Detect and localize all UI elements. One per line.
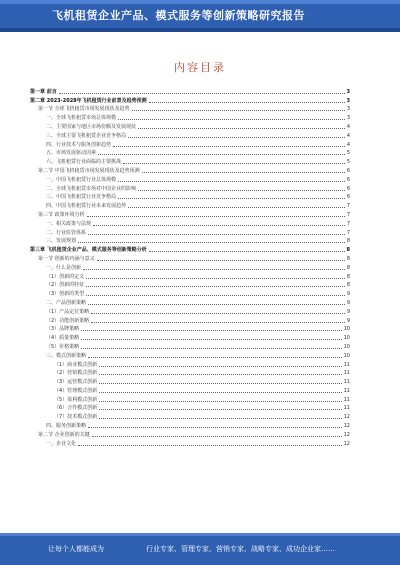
toc-entry-label: （3）创新的类型 [46,291,85,298]
toc-entry-page: 8 [346,238,350,245]
toc-leader-dots [97,260,345,261]
toc-entry-page: 12 [343,431,350,438]
toc-entry[interactable] [30,183,350,192]
toc-entry-label: （1）商业模式创新 [54,361,98,368]
toc-leader-dots [87,216,345,217]
toc-entry[interactable] [30,376,350,385]
toc-entry[interactable] [30,236,350,245]
toc-leader-dots [118,198,345,199]
toc-entry[interactable] [30,262,350,271]
toc-entry-label: （6）合作模式创新 [54,405,98,412]
report-title: 飞机租赁企业产品、模式服务等创新策略研究报告 [52,9,305,22]
toc-leader-dots [78,445,342,446]
toc-leader-dots [88,357,342,358]
toc-entry-page: 11 [343,361,350,368]
toc-entry-page: 9 [346,317,350,324]
toc-entry[interactable] [30,200,350,209]
toc-entry-label: 一、相关政策与法规 [46,220,92,227]
toc-entry-label: 二、行业监管体系 [46,229,87,236]
toc-entry[interactable] [30,156,350,165]
toc-leader-dots [99,418,341,419]
toc-entry[interactable] [30,95,350,104]
toc-entry[interactable] [30,139,350,148]
toc-entry-label: 二、产品创新策略 [46,299,87,306]
toc-entry[interactable] [30,359,350,368]
toc-entry-label: 二、主要国家与地区市场份额及发展现状 [46,123,137,130]
toc-leader-dots [86,278,345,279]
toc-entry[interactable] [30,253,350,262]
toc-entry[interactable] [30,411,350,420]
toc-entry-page: 5 [346,150,350,157]
toc-entry-label: （3）运营模式创新 [54,379,98,386]
toc-entry-page: 5 [346,159,350,166]
toc-entry-label: 一、中国飞机租赁行业总体规模 [46,176,117,183]
toc-leader-dots [93,225,345,226]
toc-entry-page: 8 [346,264,350,271]
toc-entry-label: 第二节 中国飞机租赁市场发展现状及趋势预测 [38,167,140,174]
toc-leader-dots [99,366,341,367]
toc-entry[interactable] [30,350,350,359]
toc-entry[interactable] [30,297,350,306]
toc-entry-page: 11 [343,379,350,386]
toc-entry-label: 四、服务创新策略 [46,423,87,430]
toc-entry-page: 8 [346,255,350,262]
toc-entry-page: 8 [346,273,350,280]
toc-entry-page: 3 [346,88,350,95]
toc-entry-label: 四、行业技术与服务创新趋势 [46,141,112,148]
toc-leader-dots [98,154,345,155]
toc-entry-label: （5）价格策略 [46,343,80,350]
toc-entry-label: 第二章 2023-2028年飞机租赁行业前景及趋势预测 [30,97,147,104]
toc-entry-page: 7 [346,203,350,210]
toc-entry[interactable] [30,174,350,183]
toc-entry-page: 10 [343,326,350,333]
toc-leader-dots [86,295,345,296]
toc-entry-label: 第一章 前言 [30,88,57,95]
toc-entry-page: 10 [343,343,350,350]
toc-leader-dots [99,383,341,384]
toc-entry-page: 11 [343,387,350,394]
toc-entry-label: 三、中国飞机租赁行业竞争格局 [46,194,117,201]
toc-leader-dots [99,392,341,393]
toc-entry-page: 3 [346,115,350,122]
toc-entry[interactable] [30,394,350,403]
footer-slogan-right: 行业专家、管理专家、营销专家、战略专家、成功企业家…… [146,545,335,553]
header-banner [0,0,400,32]
toc-entry[interactable] [30,341,350,350]
toc-entry-label: 第二节 企业创新的关键 [38,431,90,438]
toc-entry-label: 第三章 飞机租赁企业产品、模式服务等创新策略分析 [30,247,147,254]
toc-entry-label: （4）质量策略 [46,335,80,342]
toc-entry-label: 三、发展规划 [46,238,77,245]
toc-entry[interactable] [30,324,350,333]
toc-entry-page: 9 [346,291,350,298]
table-of-contents [30,86,350,447]
toc-entry[interactable] [30,429,350,438]
toc-leader-dots [78,242,345,243]
toc-entry[interactable] [30,420,350,429]
toc-entry-label: 六、飞机租赁行业面临的主要挑战 [46,159,122,166]
toc-entry[interactable] [30,385,350,394]
toc-entry-page: 12 [343,440,350,447]
toc-leader-dots [88,427,342,428]
toc-title: 内容目录 [174,61,226,74]
toc-entry-page: 4 [346,132,350,139]
toc-leader-dots [99,374,341,375]
toc-entry-label: 第一节 创新的内涵与意义 [38,255,95,262]
toc-leader-dots [91,322,345,323]
toc-entry-label: 一、企业文化 [46,440,77,447]
toc-entry-label: （2）功能创新策略 [46,317,90,324]
toc-entry[interactable] [30,332,350,341]
toc-leader-dots [86,286,345,287]
toc-leader-dots [113,146,345,147]
toc-leader-dots [118,119,345,120]
toc-leader-dots [123,163,345,164]
toc-entry-page: 8 [346,247,350,254]
toc-leader-dots [118,181,345,182]
toc-entry-page: 6 [346,176,350,183]
toc-entry-page: 3 [346,106,350,113]
toc-entry[interactable] [30,104,350,113]
toc-leader-dots [138,128,345,129]
toc-entry-label: 五、市场发展驱动因素 [46,150,97,157]
toc-entry[interactable] [30,271,350,280]
toc-leader-dots [142,172,345,173]
toc-entry[interactable] [30,368,350,377]
toc-leader-dots [81,330,341,331]
toc-leader-dots [81,348,341,349]
toc-entry-label: （3）品牌策略 [46,326,80,333]
toc-entry-page: 3 [346,97,350,104]
toc-entry[interactable] [30,112,350,121]
toc-entry-label: 二、全球飞机租赁市场对中国企业的影响 [46,185,137,192]
toc-leader-dots [91,313,345,314]
toc-entry-page: 11 [343,405,350,412]
toc-entry-label: 一、全球飞机租赁市场总体规模 [46,115,117,122]
toc-entry-label: 三、模式创新策略 [46,352,87,359]
toc-entry-label: 三、全球主要飞机租赁企业竞争格局 [46,132,127,139]
toc-leader-dots [81,339,341,340]
toc-entry-label: （1）创新的定义 [46,273,85,280]
toc-entry-label: （5）盈利模式创新 [54,396,98,403]
toc-entry-label: （7）技术模式创新 [54,414,98,421]
toc-entry-page: 7 [346,229,350,236]
toc-entry[interactable] [30,438,350,447]
toc-entry[interactable] [30,227,350,236]
toc-entry-page: 12 [343,423,350,430]
toc-entry-label: 四、中国飞机租赁行业未来发展趋势 [46,203,127,210]
toc-entry[interactable] [30,280,350,289]
toc-leader-dots [132,110,345,111]
toc-entry-page: 6 [346,167,350,174]
toc-leader-dots [83,269,345,270]
toc-leader-dots [59,93,345,94]
toc-entry-page: 4 [346,141,350,148]
toc-entry-label: （2）营销模式创新 [54,370,98,377]
toc-entry-page: 12 [343,414,350,421]
toc-entry[interactable] [30,165,350,174]
toc-entry-page: 9 [346,299,350,306]
toc-entry[interactable] [30,315,350,324]
toc-entry-label: 第三节 政策环境分析 [38,211,85,218]
toc-entry[interactable] [30,209,350,218]
footer-banner [0,533,400,565]
toc-entry[interactable] [30,288,350,297]
toc-entry-page: 10 [343,352,350,359]
toc-entry[interactable] [30,244,350,253]
toc-entry-page: 11 [343,370,350,377]
toc-entry-label: 第一节 全球飞机租赁市场发展现状及趋势 [38,106,130,113]
toc-leader-dots [138,190,345,191]
toc-entry[interactable] [30,121,350,130]
toc-leader-dots [92,436,342,437]
toc-entry-page: 4 [346,123,350,130]
toc-leader-dots [149,251,345,252]
toc-entry[interactable] [30,148,350,157]
toc-leader-dots [128,137,345,138]
toc-leader-dots [99,409,341,410]
toc-entry[interactable] [30,218,350,227]
toc-entry[interactable] [30,130,350,139]
toc-entry[interactable] [30,86,350,95]
toc-leader-dots [99,401,341,402]
toc-entry-label: 一、什么是创新 [46,264,82,271]
toc-entry[interactable] [30,306,350,315]
toc-entry-page: 9 [346,308,350,315]
toc-entry[interactable] [30,192,350,201]
toc-entry-page: 11 [343,396,350,403]
toc-entry-page: 10 [343,335,350,342]
toc-leader-dots [128,207,345,208]
toc-entry-label: （2）创新的特征 [46,282,85,289]
toc-leader-dots [88,234,345,235]
toc-leader-dots [88,304,345,305]
toc-leader-dots [149,102,345,103]
toc-entry-page: 7 [346,220,350,227]
toc-entry[interactable] [30,403,350,412]
toc-entry-page: 7 [346,211,350,218]
toc-entry-label: （4）管理模式创新 [54,387,98,394]
toc-entry-page: 6 [346,185,350,192]
toc-entry-label: （1）产品定位策略 [46,308,90,315]
footer-slogan-left: 让每个人都能成为 [48,545,104,553]
toc-entry-page: 6 [346,194,350,201]
toc-entry-page: 8 [346,282,350,289]
